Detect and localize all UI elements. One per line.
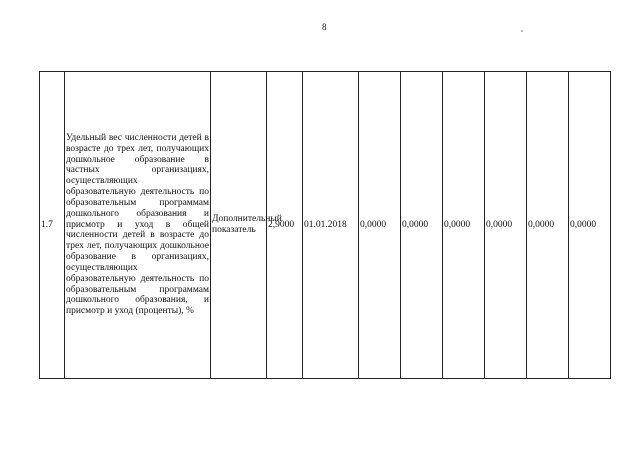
target-value-3: 0,0000 [443,72,485,379]
indicator-type: Дополнительный показатель [211,72,267,379]
page-number: 8 [322,22,327,32]
target-value-6: 0,0000 [569,72,611,379]
row-number: 1.7 [40,72,65,379]
indicator-name-cell [65,72,211,379]
scan-speck [521,30,523,32]
target-value-5: 0,0000 [527,72,569,379]
target-value-4: 0,0000 [485,72,527,379]
target-value-2: 0,0000 [401,72,443,379]
base-date: 01.01.2018 [303,72,359,379]
target-value-1: 0,0000 [359,72,401,379]
base-value: 2,9000 [267,72,303,379]
indicator-table [39,71,611,379]
indicator-name: Удельный вес численности детей в возрасте до трех лет, получающих дошкольное образование в частных организациях, осуществляющих образовательную деятельность по образовательным программам дошкольного образования и присмотр и уход в общей численности детей в возрасте до трех лет, получающих дошкольное образование в организациях, осуществляющих образовательную деятельность по образовательным программам дошкольного образования, и присмотр и уход (проценты), % [66,132,209,317]
table-row [40,72,611,379]
